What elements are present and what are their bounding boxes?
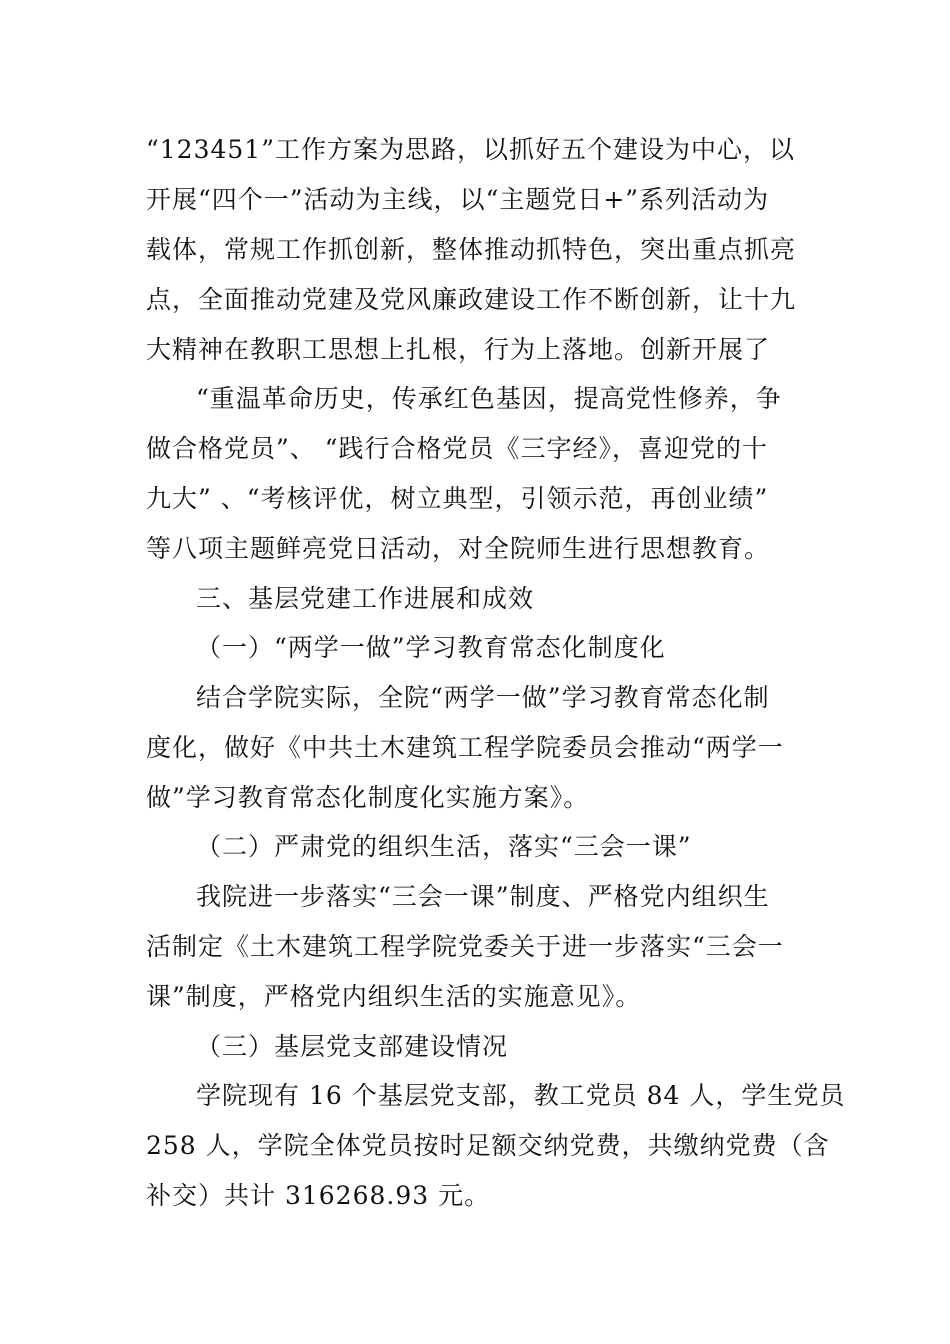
subsection-1-heading: （一）“两学一做”学习教育常态化制度化 (196, 633, 666, 662)
section-heading: 三、基层党建工作进展和成效 (196, 584, 535, 613)
subsection-1-line-3: 做”学习教育常态化制度化实施方案》。 (146, 783, 590, 812)
paragraph-2-line-3: 九大” 、“考核评优，树立典型，引领示范，再创业绩” (146, 484, 769, 513)
paragraph-2-line-2: 做合格党员”、 “践行合格党员《三字经》，喜迎党的十 (146, 434, 769, 463)
paragraph-1-line-2: 开展“四个一”活动为主线，以“主题党日+”系列活动为 (146, 185, 770, 214)
paragraph-1-line-5: 大精神在教职工思想上扎根，行为上落地。创新开展了 (146, 335, 771, 364)
paragraph-1-line-3: 载体，常规工作抓创新，整体推动抓特色，突出重点抓亮 (146, 235, 797, 264)
subsection-2-heading: （二）严肃党的组织生活，落实“三会一课” (196, 832, 692, 861)
paragraph-2-line-4: 等八项主题鲜亮党日活动，对全院师生进行思想教育。 (146, 534, 771, 563)
subsection-2-line-3: 课”制度，严格党内组织生活的实施意见》。 (146, 982, 642, 1011)
subsection-3-heading: （三）基层党支部建设情况 (196, 1032, 509, 1061)
subsection-2-line-1: 我院进一步落实“三会一课”制度、严格党内组织生 (196, 882, 770, 911)
subsection-3-line-1: 学院现有 16 个基层党支部，教工党员 84 人，学生党员 (196, 1081, 846, 1110)
subsection-1-line-1: 结合学院实际，全院“两学一做”学习教育常态化制 (196, 683, 770, 712)
paragraph-2-line-1: “重温革命历史，传承红色基因，提高党性修养，争 (196, 384, 782, 413)
paragraph-1-line-4: 点，全面推动党建及党风廉政建设工作不断创新，让十九 (146, 285, 797, 314)
paragraph-1-line-1: “123451”工作方案为思路，以抓好五个建设为中心，以 (146, 135, 795, 164)
subsection-3-line-2: 258 人，学院全体党员按时足额交纳党费，共缴纳党费（含 (146, 1131, 830, 1160)
subsection-3-line-3: 补交）共计 316268.93 元。 (146, 1181, 491, 1210)
subsection-2-line-2: 活制定《土木建筑工程学院党委关于进一步落实“三会一 (146, 932, 784, 961)
subsection-1-line-2: 度化，做好《中共土木建筑工程学院委员会推动“两学一 (146, 733, 784, 762)
